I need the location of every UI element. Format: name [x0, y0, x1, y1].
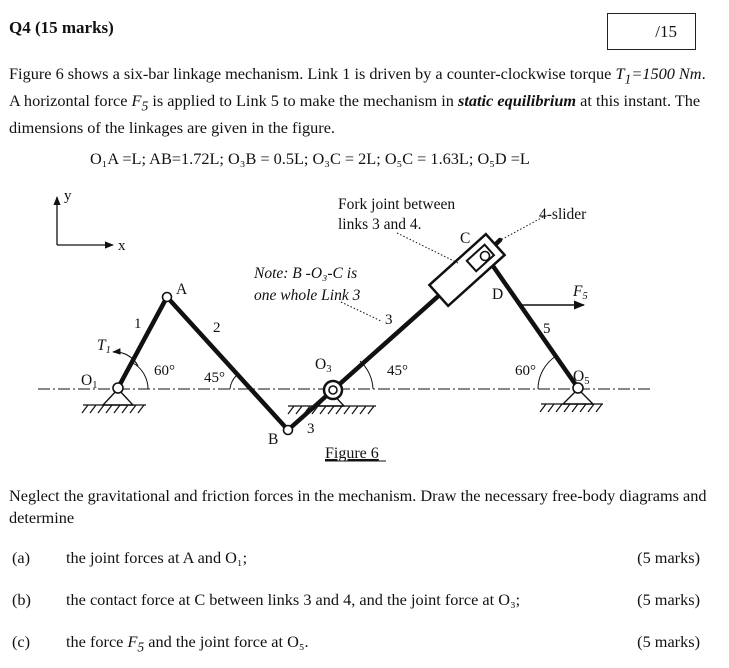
part-text: the joint forces at A and O₁; [66, 548, 248, 567]
question-title: Q4 (15 marks) [9, 18, 114, 37]
link-5-number: 5 [543, 321, 551, 337]
ground-hatch-o3 [288, 406, 376, 414]
part-marks: (5 marks) [637, 548, 700, 567]
label-b: B [268, 431, 279, 448]
torque-label: T1 [97, 337, 111, 356]
marks-box [607, 13, 696, 50]
intro-text-3: is applied to Link 5 to make the mechanism in [148, 90, 458, 110]
label-d: D [492, 286, 504, 303]
note-leader [341, 302, 381, 321]
slider-leader [497, 217, 543, 242]
link-3-lower-number: 3 [307, 421, 315, 437]
coordinate-axes [57, 197, 113, 245]
angle-arc-o5 [538, 356, 556, 389]
force-label: F5 [573, 283, 588, 302]
label-c: C [460, 230, 471, 247]
force-subscript: 5 [141, 98, 149, 113]
joint-o1 [113, 383, 123, 393]
torque-symbol: T [615, 64, 625, 83]
intro-text-4: at this instant. The dimensions of the linkages are given in the figure. [9, 90, 701, 137]
marks-value: /15 [655, 22, 677, 41]
label-a: A [176, 281, 188, 298]
joint-b [284, 426, 293, 435]
label-o3: O3 [315, 356, 332, 375]
angle-arc-b [230, 375, 237, 389]
fork-note-line-1: Fork joint between [338, 196, 456, 213]
static-equilibrium-emphasis: static equilibrium [458, 90, 577, 110]
link-3-number: 3 [385, 312, 393, 328]
angle-o1-label: 60° [154, 363, 175, 379]
ground-hatch-o5 [540, 404, 603, 412]
note-line-1: Note: B -O₃-C is [254, 265, 358, 282]
part-marks: (5 marks) [637, 590, 700, 609]
angle-b-label: 45° [204, 370, 225, 386]
axis-x-label: x [118, 238, 126, 254]
label-o1: O1 [81, 372, 98, 391]
intro-paragraph [9, 63, 709, 138]
intro-text-2: . A horizontal force [9, 64, 706, 110]
intro-text-1: Figure 6 shows a six-bar linkage mechanism. Link 1 is driven by a counter-clockwise torque [9, 64, 616, 83]
part-marks: (5 marks) [637, 632, 700, 651]
link-2-number: 2 [213, 320, 221, 336]
label-o5: O5 [573, 368, 590, 387]
joint-c [481, 252, 490, 261]
instructions-paragraph: Neglect the gravitational and friction forces in the mechanism. Draw the necessary free-body diagrams and determine [9, 486, 707, 527]
angle-arc-o1 [133, 363, 148, 389]
part-label: (a) [12, 548, 31, 567]
force-symbol: F [131, 90, 142, 110]
link-2 [167, 297, 288, 430]
joint-o3 [329, 386, 337, 394]
ground-hatch-o1 [82, 405, 146, 413]
angle-o3-label: 45° [387, 363, 408, 379]
part-text: the force $F_5$ and the joint force at O₅. [66, 632, 309, 655]
fork-note-leader [397, 233, 458, 263]
note-line-2: one whole Link 3 [254, 287, 361, 304]
part-text: the contact force at C between links 3 and 4, and the joint force at O₃; [66, 590, 521, 609]
linkage-figure [0, 180, 729, 470]
angle-o5-label: 60° [515, 363, 536, 379]
axis-y-label: y [64, 188, 72, 204]
part-label: (c) [12, 632, 31, 651]
link-1-number: 1 [134, 316, 142, 332]
fork-note-line-2: links 3 and 4. [338, 216, 422, 233]
torque-subscript: 1 [624, 71, 632, 87]
part-label: (b) [12, 590, 31, 609]
figure-caption: Figure 6 [325, 445, 379, 462]
torque-value: =1500 Nm [631, 64, 702, 83]
slider-label: 4-slider [539, 206, 587, 223]
joint-a [163, 293, 172, 302]
dimensions-line: O₁A =L; AB=1.72L; O₃B = 0.5L; O₃C = 2L; O₅C = 1.63L; O₅D =L [90, 149, 530, 168]
